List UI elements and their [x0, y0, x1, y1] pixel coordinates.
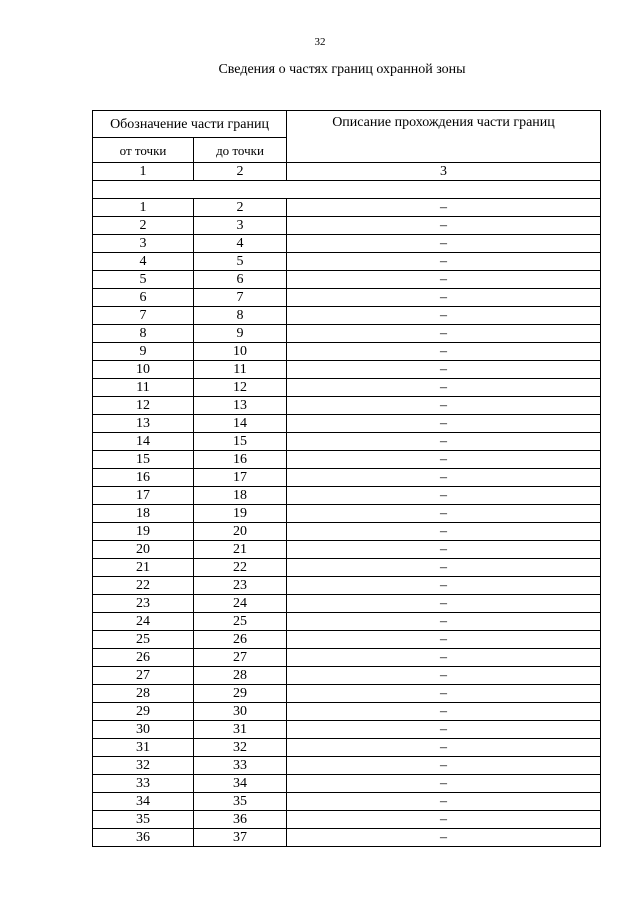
from-point-cell: 35 [93, 811, 194, 829]
table-header-row [93, 111, 601, 138]
to-point-cell: 22 [194, 559, 287, 577]
table-row [93, 523, 601, 541]
table-row [93, 505, 601, 523]
to-point-cell: 23 [194, 577, 287, 595]
from-point-cell: 4 [93, 253, 194, 271]
description-cell: – [287, 523, 601, 541]
table-row [93, 343, 601, 361]
from-point-cell: 1 [93, 199, 194, 217]
to-point-cell: 37 [194, 829, 287, 847]
to-point-cell: 36 [194, 811, 287, 829]
from-point-cell: 21 [93, 559, 194, 577]
table-row [93, 559, 601, 577]
table-row [93, 757, 601, 775]
to-point-cell: 10 [194, 343, 287, 361]
from-point-cell: 17 [93, 487, 194, 505]
from-point-cell: 16 [93, 469, 194, 487]
to-point-cell: 32 [194, 739, 287, 757]
from-point-cell: 3 [93, 235, 194, 253]
to-point-cell: 6 [194, 271, 287, 289]
from-point-cell: 10 [93, 361, 194, 379]
to-point-cell: 24 [194, 595, 287, 613]
description-cell: – [287, 379, 601, 397]
document-title: Сведения о частях границ охранной зоны [218, 62, 466, 77]
from-point-cell: 29 [93, 703, 194, 721]
description-cell: – [287, 199, 601, 217]
column-number-1: 1 [93, 163, 194, 181]
to-point-cell: 19 [194, 505, 287, 523]
table-row [93, 613, 601, 631]
table-row [93, 793, 601, 811]
header-description: Описание прохождения части границ [287, 111, 601, 163]
to-point-cell: 15 [194, 433, 287, 451]
table-row [93, 667, 601, 685]
from-point-cell: 33 [93, 775, 194, 793]
from-point-cell: 36 [93, 829, 194, 847]
from-point-cell: 31 [93, 739, 194, 757]
to-point-cell: 35 [194, 793, 287, 811]
table-row [93, 307, 601, 325]
table-row [93, 253, 601, 271]
table-row [93, 397, 601, 415]
table-row [93, 433, 601, 451]
to-point-cell: 18 [194, 487, 287, 505]
to-point-cell: 20 [194, 523, 287, 541]
from-point-cell: 5 [93, 271, 194, 289]
table-row [93, 721, 601, 739]
table-row [93, 199, 601, 217]
description-cell: – [287, 487, 601, 505]
from-point-cell: 18 [93, 505, 194, 523]
description-cell: – [287, 217, 601, 235]
table-row [93, 415, 601, 433]
from-point-cell: 6 [93, 289, 194, 307]
to-point-cell: 30 [194, 703, 287, 721]
to-point-cell: 13 [194, 397, 287, 415]
table-row [93, 235, 601, 253]
empty-separator-row [93, 181, 601, 199]
from-point-cell: 11 [93, 379, 194, 397]
description-cell: – [287, 595, 601, 613]
from-point-cell: 23 [93, 595, 194, 613]
description-cell: – [287, 289, 601, 307]
to-point-cell: 34 [194, 775, 287, 793]
description-cell: – [287, 649, 601, 667]
description-cell: – [287, 577, 601, 595]
to-point-cell: 21 [194, 541, 287, 559]
to-point-cell: 7 [194, 289, 287, 307]
table-row [93, 829, 601, 847]
description-cell: – [287, 469, 601, 487]
description-cell: – [287, 793, 601, 811]
from-point-cell: 28 [93, 685, 194, 703]
to-point-cell: 28 [194, 667, 287, 685]
header-to-point: до точки [194, 138, 287, 163]
column-number-row [93, 163, 601, 181]
to-point-cell: 26 [194, 631, 287, 649]
from-point-cell: 20 [93, 541, 194, 559]
description-cell: – [287, 667, 601, 685]
to-point-cell: 9 [194, 325, 287, 343]
to-point-cell: 11 [194, 361, 287, 379]
table-row [93, 289, 601, 307]
description-cell: – [287, 829, 601, 847]
description-cell: – [287, 253, 601, 271]
column-number-3: 3 [287, 163, 601, 181]
description-cell: – [287, 271, 601, 289]
table-row [93, 325, 601, 343]
to-point-cell: 2 [194, 199, 287, 217]
from-point-cell: 8 [93, 325, 194, 343]
boundary-parts-table [92, 110, 601, 847]
description-cell: – [287, 343, 601, 361]
description-cell: – [287, 361, 601, 379]
description-cell: – [287, 721, 601, 739]
from-point-cell: 19 [93, 523, 194, 541]
description-cell: – [287, 703, 601, 721]
to-point-cell: 29 [194, 685, 287, 703]
from-point-cell: 12 [93, 397, 194, 415]
description-cell: – [287, 433, 601, 451]
table-row [93, 379, 601, 397]
to-point-cell: 8 [194, 307, 287, 325]
from-point-cell: 13 [93, 415, 194, 433]
from-point-cell: 26 [93, 649, 194, 667]
description-cell: – [287, 541, 601, 559]
table-row [93, 811, 601, 829]
from-point-cell: 22 [93, 577, 194, 595]
to-point-cell: 25 [194, 613, 287, 631]
from-point-cell: 24 [93, 613, 194, 631]
from-point-cell: 32 [93, 757, 194, 775]
from-point-cell: 25 [93, 631, 194, 649]
from-point-cell: 30 [93, 721, 194, 739]
from-point-cell: 2 [93, 217, 194, 235]
table-row [93, 649, 601, 667]
to-point-cell: 27 [194, 649, 287, 667]
table-row [93, 685, 601, 703]
column-number-2: 2 [194, 163, 287, 181]
from-point-cell: 14 [93, 433, 194, 451]
table-row [93, 631, 601, 649]
to-point-cell: 4 [194, 235, 287, 253]
table-row [93, 271, 601, 289]
to-point-cell: 3 [194, 217, 287, 235]
from-point-cell: 27 [93, 667, 194, 685]
to-point-cell: 31 [194, 721, 287, 739]
to-point-cell: 33 [194, 757, 287, 775]
empty-separator-cell [93, 181, 601, 199]
description-cell: – [287, 613, 601, 631]
table-row [93, 739, 601, 757]
description-cell: – [287, 757, 601, 775]
description-cell: – [287, 505, 601, 523]
description-cell: – [287, 235, 601, 253]
from-point-cell: 9 [93, 343, 194, 361]
table-row [93, 703, 601, 721]
table-row [93, 451, 601, 469]
header-boundary-part-designation: Обозначение части границ [93, 111, 287, 138]
description-cell: – [287, 559, 601, 577]
table-row [93, 595, 601, 613]
description-cell: – [287, 451, 601, 469]
table-row [93, 577, 601, 595]
from-point-cell: 34 [93, 793, 194, 811]
description-cell: – [287, 739, 601, 757]
description-cell: – [287, 685, 601, 703]
to-point-cell: 16 [194, 451, 287, 469]
description-cell: – [287, 397, 601, 415]
page-number: 32 [314, 36, 326, 48]
description-cell: – [287, 325, 601, 343]
table-row [93, 217, 601, 235]
header-from-point: от точки [93, 138, 194, 163]
from-point-cell: 15 [93, 451, 194, 469]
table-row [93, 469, 601, 487]
from-point-cell: 7 [93, 307, 194, 325]
table-row [93, 541, 601, 559]
description-cell: – [287, 775, 601, 793]
description-cell: – [287, 631, 601, 649]
to-point-cell: 5 [194, 253, 287, 271]
description-cell: – [287, 811, 601, 829]
table-row [93, 775, 601, 793]
to-point-cell: 12 [194, 379, 287, 397]
table-row [93, 487, 601, 505]
description-cell: – [287, 307, 601, 325]
to-point-cell: 17 [194, 469, 287, 487]
description-cell: – [287, 415, 601, 433]
to-point-cell: 14 [194, 415, 287, 433]
table-row [93, 361, 601, 379]
